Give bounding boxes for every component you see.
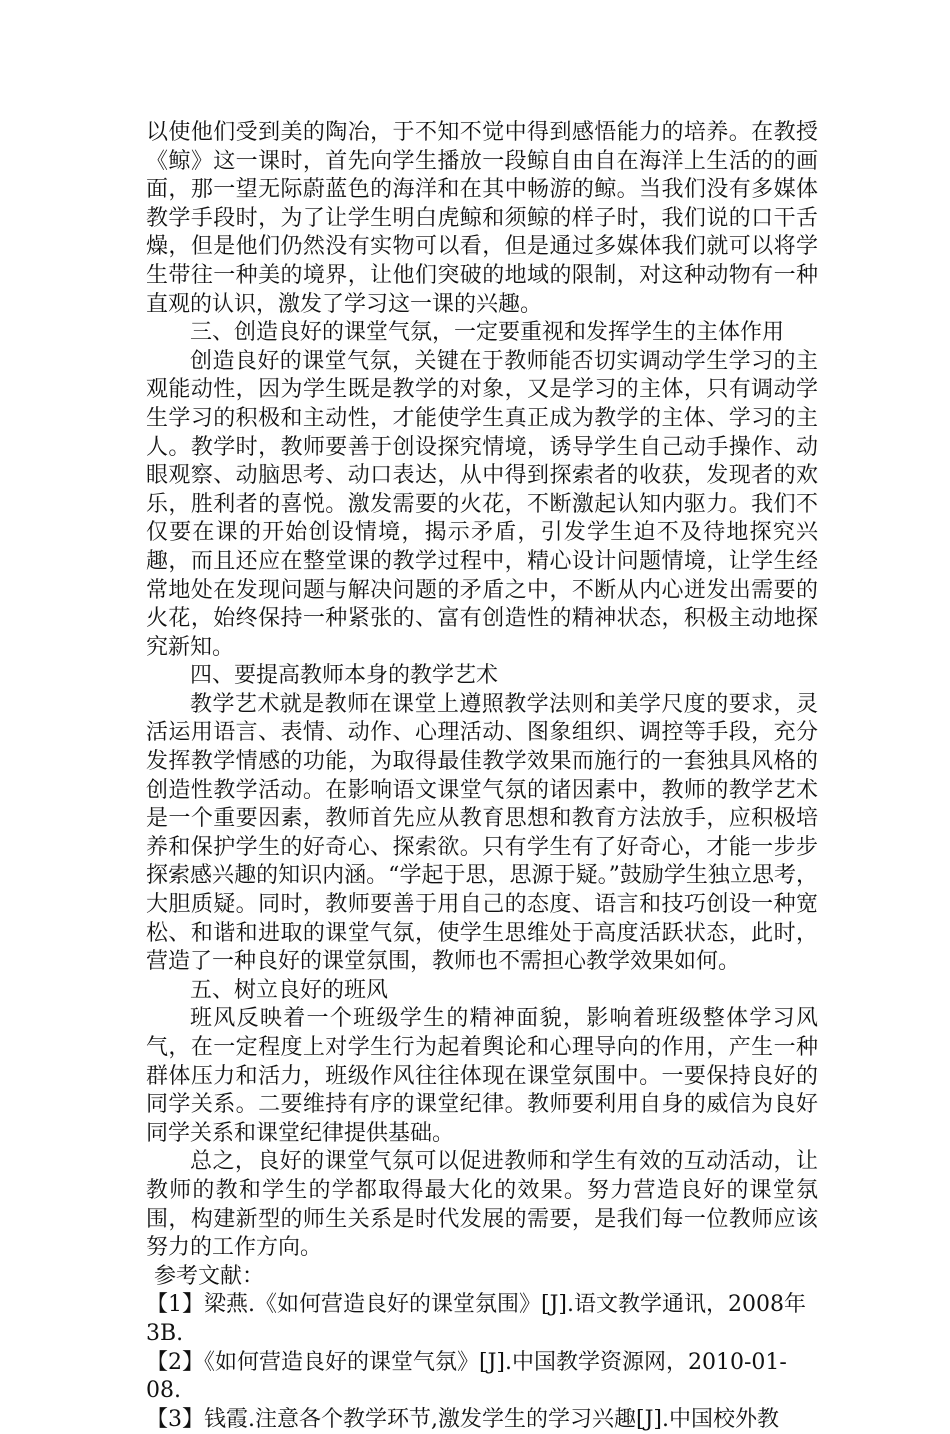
reference-item: 【1】梁燕.《如何营造良好的课堂氛围》[J].语文教学通讯，2008年3B. xyxy=(146,1292,806,1346)
reference-item: 【3】钱霞.注意各个教学环节,激发学生的学习兴趣[J].中国校外教 xyxy=(146,1406,779,1432)
section-heading-4: 四、要提高教师本身的教学艺术 xyxy=(190,663,499,689)
section-heading-3: 三、创造良好的课堂气氛，一定要重视和发挥学生的主体作用 xyxy=(190,320,785,346)
section-heading-5: 五、树立良好的班风 xyxy=(190,977,389,1003)
reference-item: 【2】《如何营造良好的课堂气氛》[J].中国教学资源网，2010-01-08. xyxy=(146,1349,787,1404)
paragraph-conclusion: 总之，良好的课堂气氛可以促进教师和学生有效的互动活动，让教师的教和学生的学都取得最大化的效果。努力营造良好的课堂氛围，构建新型的师生关系是时代发展的需要，是我们每一位教师应该努力的工作方向。 xyxy=(146,1149,818,1261)
paragraph-classroom-atmosphere: 创造良好的课堂气氛，关键在于教师能否切实调动学生学习的主观能动性，因为学生既是教学的对象，又是学习的主体，只有调动学生学习的积极和主动性，才能使学生真正成为教学的主体、学习的主人。教学时，教师要善于创设探究情境，诱导学生自己动手操作、动眼观察、动脑思考、动口表达，从中得到探索者的收获，发现者的欢乐，胜利者的喜悦。激发需要的火花，不断激起认知内驱力。我们不仅要在课的开始创设情境，揭示矛盾，引发学生迫不及待地探究兴趣，而且还应在整堂课的教学过程中，精心设计问题情境，让学生经常地处在发现问题与解决问题的矛盾之中，不断从内心迸发出需要的火花，始终保持一种紧张的、富有创造性的精神状态，积极主动地探究新知。 xyxy=(146,348,818,660)
document-page xyxy=(146,119,818,1434)
paragraph-multimedia: 以使他们受到美的陶冶，于不知不觉中得到感悟能力的培养。在教授《鲸》这一课时，首先向学生播放一段鲸自由自在海洋上生活的的画面，那一望无际蔚蓝色的海洋和在其中畅游的鲸。当我们没有多媒体教学手段时，为了让学生明白虎鲸和须鲸的样子时，我们说的口干舌燥，但是他们仍然没有实物可以看，但是通过多媒体我们就可以将学生带往一种美的境界，让他们突破的地域的限制，对这种动物有一种直观的认识，激发了学习这一课的兴趣。 xyxy=(146,120,818,317)
paragraph-teaching-art: 教学艺术就是教师在课堂上遵照教学法则和美学尺度的要求，灵活运用语言、表情、动作、心理活动、图象组织、调控等手段，充分发挥教学情感的功能，为取得最佳教学效果而施行的一套独具风格的创造性教学活动。在影响语文课堂气氛的诸因素中，教师的教学艺术是一个重要因素，教师首先应从教育思想和教育方法放手，应积极培养和保护学生的好奇心、探索欲。只有学生有了好奇心，才能一步步探索感兴趣的知识内涵。“学起于思，思源于疑。”鼓励学生独立思考，大胆质疑。同时，教师要善于用自己的态度、语言和技巧创设一种宽松、和谐和进取的课堂气氛，使学生思维处于高度活跃状态，此时，营造了一种良好的课堂氛围，教师也不需担心教学效果如何。 xyxy=(146,691,818,975)
paragraph-class-spirit: 班风反映着一个班级学生的精神面貌，影响着班级整体学习风气，在一定程度上对学生行为起着舆论和心理导向的作用，产生一种群体压力和活力，班级作风往往体现在课堂氛围中。一要保持良好的同学关系。二要维持有序的课堂纪律。教师要利用自身的威信为良好同学关系和课堂纪律提供基础。 xyxy=(146,1006,818,1146)
references-title: 参考文献： xyxy=(154,1263,265,1289)
